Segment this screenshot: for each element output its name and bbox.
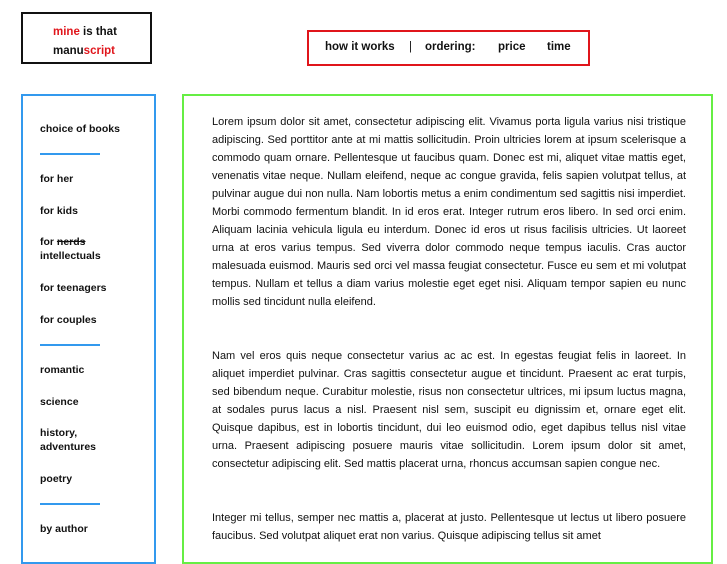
- sidebar-item-for-kids[interactable]: for kids: [40, 205, 78, 217]
- sidebar-item-for-intellectuals[interactable]: [40, 235, 150, 263]
- content-paragraph: Lorem ipsum dolor sit amet, consectetur adipiscing elit. Vivamus porta ligula varius nisi tristique adipiscing. Sed porttitor ante at mi mattis sollicitudin. Proin ultricies lorem at ipsum scelerisque a commodo quam ornare. Pellentesque ut faucibus quam. Donec est mi, aliquet vitae mattis eget, venenatis vitae neque. Nullam eleifend, neque ac congue gravida, felis sapien volutpat tellus, at pulvinar augue dui non nulla. Nam lobortis metus a enim condimentum sed sagittis nisi imperdiet. Morbi commodo fermentum blandit. In id eros erat. Integer rutrum eros libero. In sed orci enim. Aliquam lacinia vehicula ligula eu interdum. Donec id eros ut risus facilisis ultricies. Ut laoreet urna at eros varius tempus. Sed viverra dolor commodo neque tempus iaculis. Cras auctor malesuada euismod. Mauris sed orci vel massa feugiat consectetur. Fusce eu sem et mi volutpat tempus. Nullam et tellus a diam varius molestie eget eget nisi. Aliquam tempor sapien eu nunc mollis sed tincidunt nulla eleifend.: [212, 116, 686, 308]
- logo-mine: mine: [53, 26, 80, 38]
- nav-ordering-label: ordering:: [425, 41, 476, 53]
- logo-script: script: [83, 45, 115, 57]
- sidebar-item-history-adventures[interactable]: [40, 426, 150, 454]
- sidebar-item-poetry[interactable]: poetry: [40, 473, 73, 485]
- sidebar-item-choice-of-books[interactable]: choice of books: [40, 123, 120, 135]
- sidebar-item-for-teenagers[interactable]: for teenagers: [40, 282, 107, 294]
- top-navigation: [307, 30, 590, 66]
- nav-separator: |: [409, 41, 412, 53]
- for-prefix: for: [40, 236, 57, 248]
- logo-line-2: [53, 42, 150, 61]
- sidebar-item-for-her[interactable]: for her: [40, 173, 74, 185]
- logo-manu: manu: [53, 45, 84, 57]
- sidebar-divider: [40, 344, 100, 346]
- sidebar-item-by-author[interactable]: by author: [40, 523, 88, 535]
- sidebar-item-for-couples[interactable]: for couples: [40, 314, 97, 326]
- content-paragraph: Nam vel eros quis neque consectetur varius ac ac est. In egestas feugiat felis in laoreet. In aliquet imperdiet pulvinar. Cras sagittis consectetur augue et tincidunt. Praesent ac erat turpis, sed bibendum neque. Curabitur molestie, risus non consectetur ultrices, mi ipsum luctus magna, at sodales purus lacus a nisl. Praesent nisl sem, suscipit eu dignissim et, ornare eget elit. Quisque dapibus, est in lobortis tincidunt, dui leo euismod odio, eget dapibus tellus nisl vitae urna. Praesent adipiscing posuere mauris vitae sollicitudin. Lorem ipsum dolor sit amet, consectetur adipiscing elit. Sed mattis placerat urna, rhoncus accumsan sapien congue nec.: [212, 350, 686, 470]
- nav-price-link[interactable]: price: [498, 41, 526, 53]
- content-paragraph: Integer mi tellus, semper nec mattis a, placerat at justo. Pellentesque ut lectus ut libero posuere faucibus. Sed volutpat aliquet erat non varius. Quisque adipiscing tellus sit amet: [212, 512, 686, 542]
- nerds-struck-text: nerds: [56, 236, 86, 248]
- history-text: history,: [40, 427, 78, 439]
- logo-line-1: [53, 23, 150, 42]
- logo-is-that: is that: [79, 26, 117, 38]
- sidebar-divider: [40, 503, 100, 505]
- site-logo[interactable]: [21, 12, 152, 64]
- nav-how-it-works-link[interactable]: how it works: [325, 41, 395, 53]
- adventures-text: adventures: [40, 441, 97, 453]
- sidebar-divider: [40, 153, 100, 155]
- nav-time-link[interactable]: time: [547, 41, 571, 53]
- intellectuals-text: intellectuals: [40, 250, 101, 262]
- main-content: [182, 94, 713, 564]
- sidebar: [21, 94, 156, 564]
- sidebar-item-romantic[interactable]: romantic: [40, 364, 85, 376]
- sidebar-item-science[interactable]: science: [40, 396, 79, 408]
